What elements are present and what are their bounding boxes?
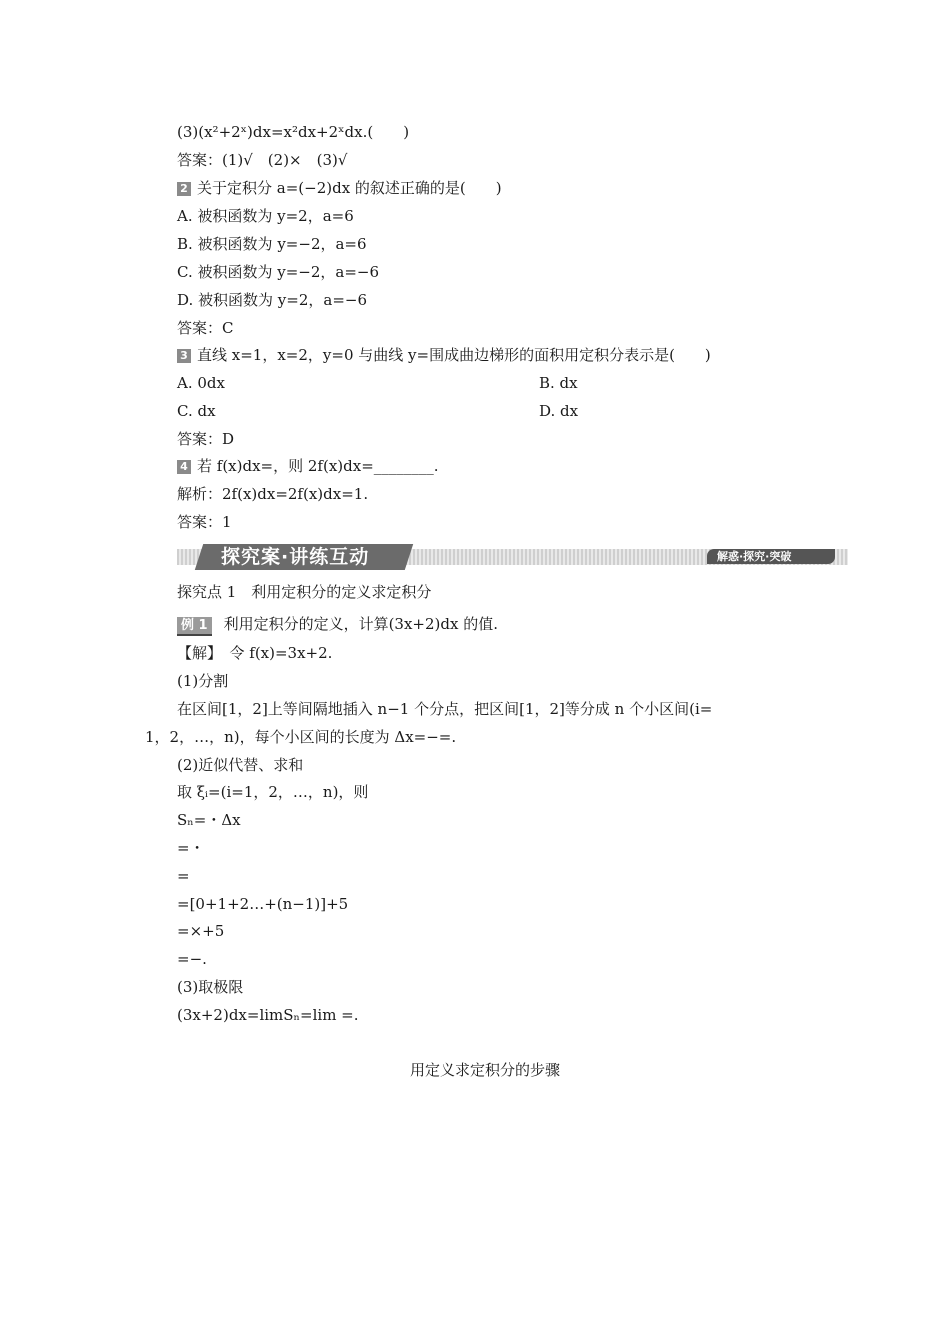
question-3-text: 直线 x=1，x=2，y=0 与曲线 y=围成曲边梯形的面积用定积分表示是( ) xyxy=(197,346,711,364)
step-2-title: (2)近似代替、求和 xyxy=(177,756,304,774)
step-3-text: (3x+2)dx=limSₙ=lim =. xyxy=(177,1006,359,1024)
option-b: B. dx xyxy=(539,374,578,392)
exploration-point-1: 探究点 1 利用定积分的定义求定积分 xyxy=(177,583,432,601)
answer-q3: 答案：D xyxy=(177,430,235,448)
example-1-text: 利用定积分的定义，计算(3x+2)dx 的值. xyxy=(223,615,498,633)
example-1 xyxy=(177,614,498,636)
answer-q4: 答案：1 xyxy=(177,513,232,531)
solution-q4: 解析：2f(x)dx=2f(x)dx=1. xyxy=(177,485,369,503)
section-header-bar xyxy=(177,544,848,570)
question-2 xyxy=(177,178,502,198)
question-number-badge: 2 xyxy=(177,182,191,196)
option-c: C. dx xyxy=(177,402,216,420)
option-a: A. 被积函数为 y=2，a=6 xyxy=(177,207,354,225)
question-4-text: 若 f(x)dx=，则 2f(x)dx=________. xyxy=(197,457,439,475)
equation-line: Sₙ=・Δx xyxy=(177,811,241,829)
option-d: D. dx xyxy=(539,402,579,420)
equation-line: =[0+1+2…+(n−1)]+5 xyxy=(177,895,349,913)
option-c: C. 被积函数为 y=−2，a=−6 xyxy=(177,263,380,281)
section-title: 探究案·讲练互动 xyxy=(221,546,370,568)
step-3-title: (3)取极限 xyxy=(177,978,244,996)
steps-caption: 用定义求定积分的步骤 xyxy=(410,1061,561,1079)
section-badge-text: 解惑·探究·突破 xyxy=(717,550,792,563)
answer-q2: 答案：C xyxy=(177,319,234,337)
question-3 xyxy=(177,345,711,365)
step-1-text-continued: 1，2，…，n)，每个小区间的长度为 Δx=−=. xyxy=(145,728,457,746)
question-4 xyxy=(177,456,439,476)
equation-line: = xyxy=(177,867,190,885)
step-2-text: 取 ξᵢ=(i=1，2，…，n)，则 xyxy=(177,783,369,801)
solution-heading: 【解】 令 f(x)=3x+2. xyxy=(177,644,333,662)
equation-line: =×+5 xyxy=(177,922,225,940)
question-number-badge: 4 xyxy=(177,460,191,474)
option-d: D. 被积函数为 y=2，a=−6 xyxy=(177,291,368,309)
step-1-text: 在区间[1，2]上等间隔地插入 n−1 个分点，把区间[1，2]等分成 n 个小区间(i= xyxy=(177,700,713,718)
equation-line: =・ xyxy=(177,839,205,857)
option-a: A. 0dx xyxy=(177,374,225,392)
question-2-text: 关于定积分 a=(−2)dx 的叙述正确的是( ) xyxy=(197,179,502,197)
equation-line: =−. xyxy=(177,950,207,968)
step-1-title: (1)分割 xyxy=(177,672,229,690)
question-number-badge: 3 xyxy=(177,349,191,363)
example-label: 例 1 xyxy=(177,617,212,636)
answer-judgement: 答案：(1)√ (2)× (3)√ xyxy=(177,151,348,169)
option-b: B. 被积函数为 y=−2，a=6 xyxy=(177,235,367,253)
statement-3: (3)(x²+2ˣ)dx=x²dx+2ˣdx.( ) xyxy=(177,123,410,141)
